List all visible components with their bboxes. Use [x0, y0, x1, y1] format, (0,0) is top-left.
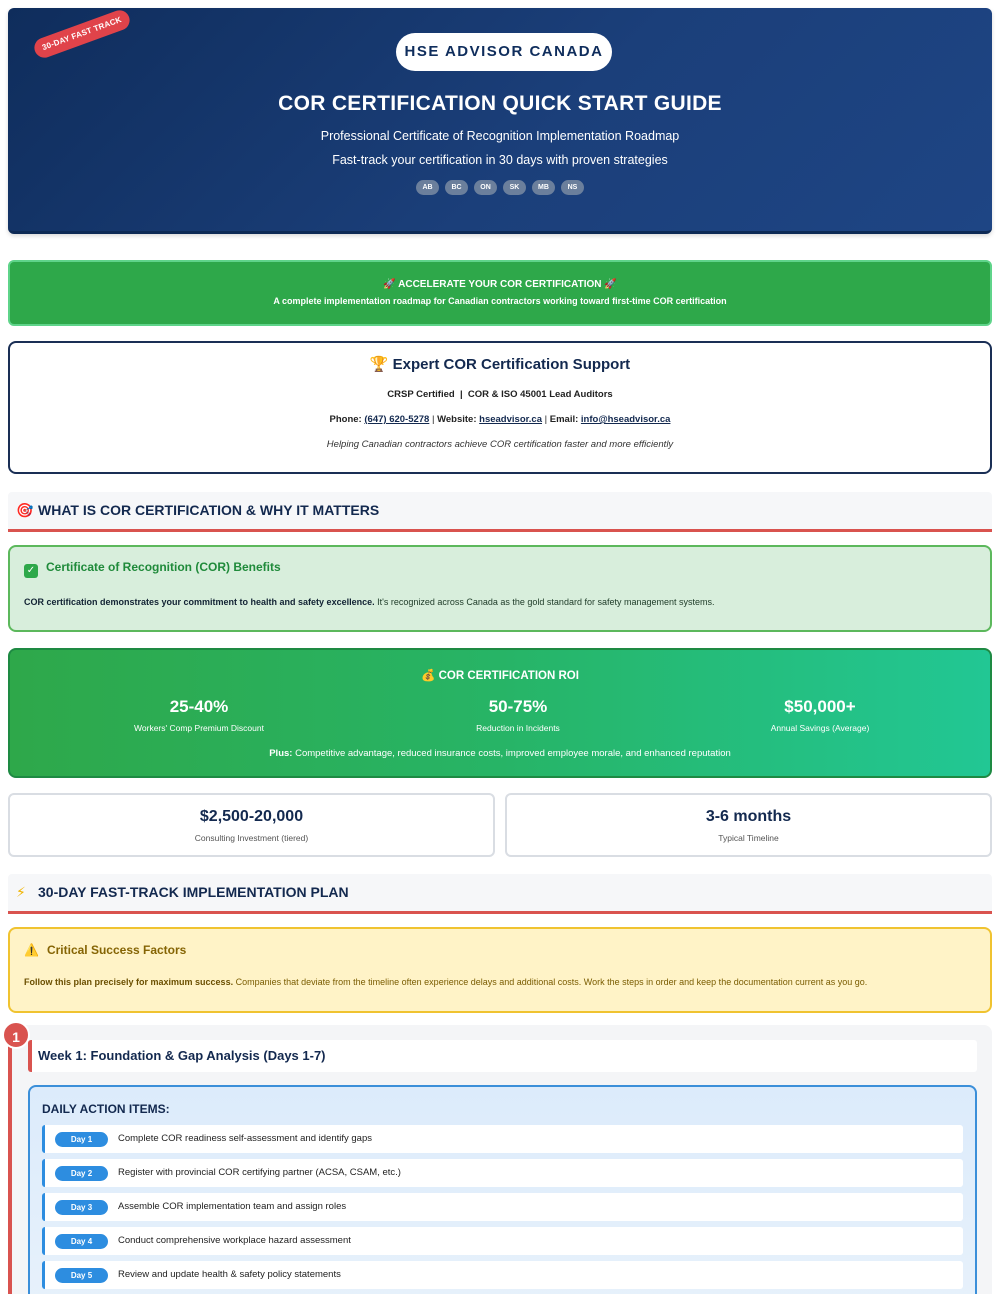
- critical-success-card: [8, 927, 992, 1013]
- stat-value: $2,500-20,000: [199, 808, 304, 825]
- benefits-text: [24, 597, 715, 607]
- province-badge-on: ON: [474, 180, 497, 195]
- roi-card: [8, 648, 992, 778]
- province-badge-bc: BC: [445, 180, 468, 195]
- fast-track-ribbon: 30-DAY FAST TRACK: [32, 8, 133, 60]
- day-task: Review and update health & safety policy statements: [118, 1269, 341, 1280]
- list-item: [42, 1227, 963, 1255]
- critical-title: Critical Success Factors: [46, 943, 187, 957]
- email-label: Email:: [549, 414, 579, 425]
- benefits-title: Certificate of Recognition (COR) Benefits: [46, 560, 281, 574]
- timeline-bar: [8, 1030, 12, 1294]
- province-badges: [8, 180, 992, 195]
- contact-line: Phone: (647) 620-5278 | Website: hseadvisor.ca | Email: info@hseadvisor.ca: [329, 414, 671, 425]
- expert-credentials: CRSP Certified | COR & ISO 45001 Lead Auditors: [387, 389, 613, 400]
- target-icon: 🎯: [16, 502, 34, 518]
- day-badge: Day 3: [55, 1200, 108, 1215]
- section-what-is-cor: [8, 492, 992, 532]
- roi-stat: [49, 697, 349, 733]
- subtitle-2: Fast-track your certification in 30 days with proven strategies: [332, 153, 668, 167]
- benefits-card: [8, 545, 992, 632]
- benefits-heading: [24, 560, 281, 578]
- day-task: Complete COR readiness self-assessment and identify gaps: [118, 1133, 372, 1144]
- expert-support-card: [8, 341, 992, 474]
- critical-bold: Follow this plan precisely for maximum success.: [24, 977, 234, 987]
- daily-heading: DAILY ACTION ITEMS:: [42, 1102, 170, 1116]
- benefits-bold: COR certification demonstrates your commitment to health and safety excellence.: [24, 597, 375, 607]
- province-badge-mb: MB: [532, 180, 555, 195]
- critical-heading: [24, 943, 186, 957]
- website-link[interactable]: hseadvisor.ca: [479, 414, 543, 425]
- phone-link[interactable]: (647) 620-5278: [364, 414, 430, 425]
- day-badge: Day 4: [55, 1234, 108, 1249]
- day-badge: Day 1: [55, 1132, 108, 1147]
- investment-stat-box: [8, 793, 495, 857]
- phone-label: Phone:: [329, 414, 362, 425]
- day-task: Assemble COR implementation team and assign roles: [118, 1201, 347, 1212]
- list-item: [42, 1261, 963, 1289]
- roi-stat-value: 50-75%: [488, 697, 548, 716]
- province-badge-ab: AB: [416, 180, 439, 195]
- stat-label: Consulting Investment (tiered): [194, 833, 309, 843]
- timeline-stat-box: [505, 793, 992, 857]
- roi-stat-label: Reduction in Incidents: [476, 723, 560, 733]
- roi-plus-label: Plus:: [269, 748, 293, 759]
- roi-plus-text: [10, 748, 990, 759]
- roi-stat-value: $50,000+: [784, 697, 856, 716]
- list-item: [42, 1159, 963, 1187]
- email-link[interactable]: info@hseadvisor.ca: [580, 414, 671, 425]
- expert-tagline: Helping Canadian contractors achieve COR certification faster and more efficiently: [326, 439, 674, 450]
- accelerate-title: 🚀 ACCELERATE YOUR COR CERTIFICATION 🚀: [383, 279, 617, 290]
- warning-icon: ⚠️: [24, 943, 39, 957]
- roi-stat-label: Annual Savings (Average): [770, 723, 870, 733]
- daily-action-items: [28, 1085, 977, 1294]
- stat-label: Typical Timeline: [718, 833, 779, 843]
- roi-stat-label: Workers' Comp Premium Discount: [134, 723, 264, 733]
- week-title: Week 1: Foundation & Gap Analysis (Days 1-7): [28, 1040, 977, 1072]
- day-badge: Day 2: [55, 1166, 108, 1181]
- section-title: 30-DAY FAST-TRACK IMPLEMENTATION PLAN: [38, 884, 349, 900]
- expert-title: 🏆 Expert COR Certification Support: [369, 356, 631, 373]
- week-number-badge: 1: [2, 1021, 30, 1049]
- day-task: Conduct comprehensive workplace hazard assessment: [118, 1235, 351, 1246]
- roi-stat: [368, 697, 668, 733]
- check-icon: ✓: [24, 564, 38, 578]
- roi-title: 💰 COR CERTIFICATION ROI: [421, 670, 579, 682]
- subtitle-1: Professional Certificate of Recognition Implementation Roadmap: [320, 129, 680, 143]
- list-item: [42, 1193, 963, 1221]
- page-title: COR CERTIFICATION QUICK START GUIDE: [278, 92, 722, 115]
- list-item: [42, 1125, 963, 1153]
- section-title: WHAT IS COR CERTIFICATION & WHY IT MATTERS: [38, 502, 380, 518]
- lightning-icon: ⚡: [16, 884, 26, 900]
- section-fast-track-plan: [8, 874, 992, 914]
- roi-stat-value: 25-40%: [169, 697, 229, 716]
- province-badge-ns: NS: [561, 180, 584, 195]
- province-badge-sk: SK: [503, 180, 526, 195]
- accelerate-text: A complete implementation roadmap for Canadian contractors working toward first-time COR certification: [273, 296, 727, 306]
- website-label: Website:: [437, 414, 477, 425]
- stat-value: 3-6 months: [705, 808, 792, 825]
- benefits-rest: It's recognized across Canada as the gold standard for safety management systems.: [374, 597, 715, 607]
- roi-plus-rest: Competitive advantage, reduced insurance costs, improved employee morale, and enhanced reputation: [292, 748, 731, 759]
- roi-stat: [670, 697, 970, 733]
- hero-header: [8, 8, 992, 234]
- brand-badge: HSE ADVISOR CANADA: [396, 33, 612, 71]
- critical-rest: Companies that deviate from the timeline often experience delays and additional costs. Work the steps in order and keep the documentation current as you go.: [233, 977, 868, 987]
- day-task: Register with provincial COR certifying partner (ACSA, CSAM, etc.): [118, 1167, 401, 1178]
- accelerate-banner: [8, 260, 992, 326]
- day-badge: Day 5: [55, 1268, 108, 1283]
- critical-text: [24, 977, 867, 987]
